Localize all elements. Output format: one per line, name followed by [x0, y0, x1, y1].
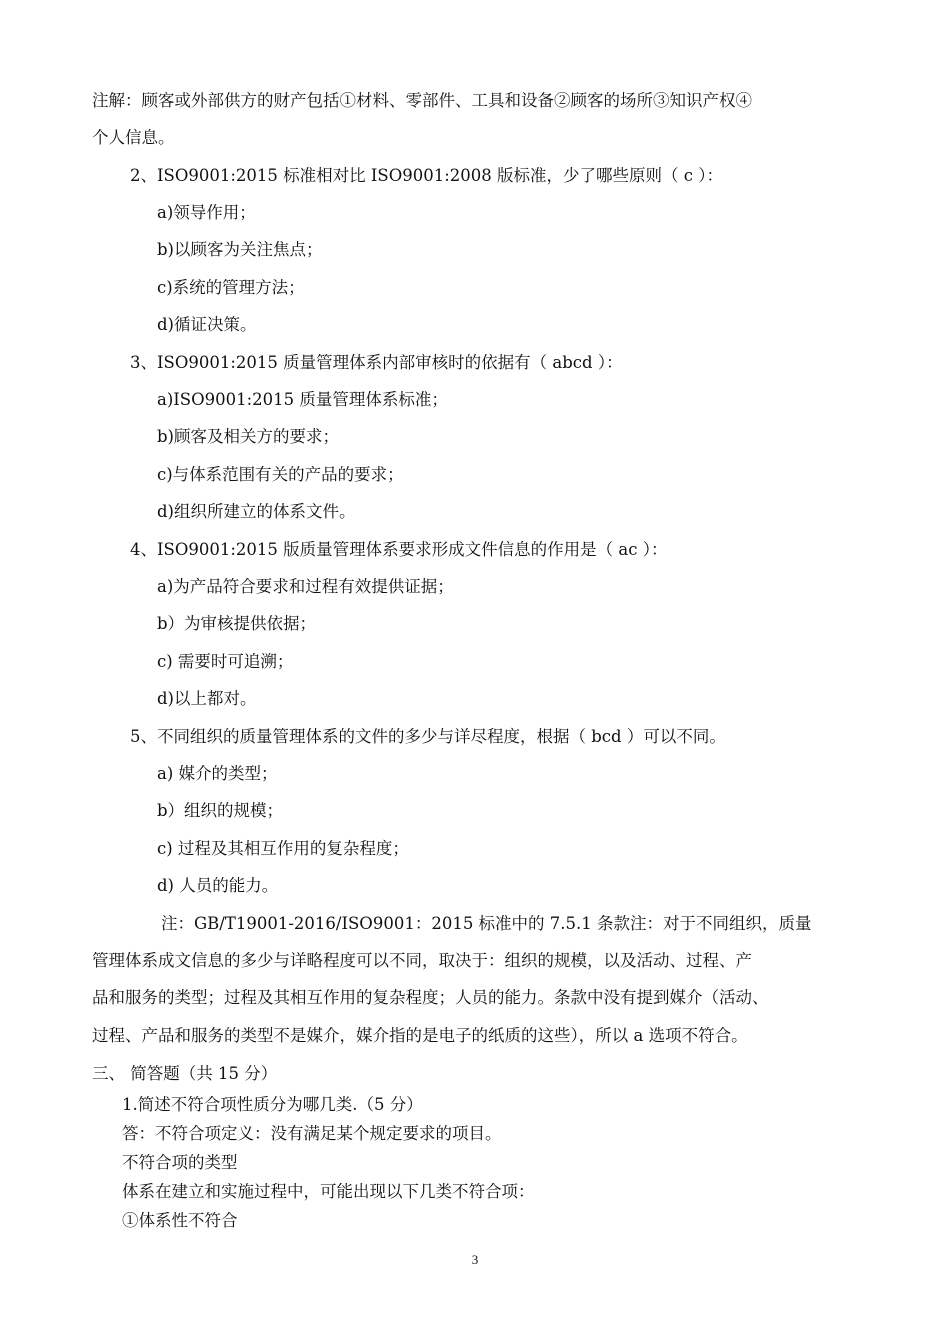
page-number: 3 — [471, 1252, 479, 1267]
note-line-2: 个人信息。 — [92, 128, 175, 147]
q4-option-c: c) 需要时可追溯； — [157, 652, 294, 671]
question-2: 2、ISO9001:2015 标准相对比 ISO9001:2008 版标准，少了哪些原则（ c ）： — [130, 166, 723, 185]
question-3: 3、ISO9001:2015 质量管理体系内部审核时的依据有（ abcd ）： — [130, 353, 623, 372]
q4-option-b: b）为审核提供依据； — [157, 614, 317, 633]
section-heading: 三、 简答题（共 15 分） — [92, 1064, 278, 1083]
answer-line-2: 不符合项的类型 — [122, 1153, 238, 1172]
q3-option-c: c)与体系范围有关的产品的要求； — [157, 465, 404, 484]
note-paragraph-line-4: 过程、产品和服务的类型不是媒介，媒介指的是电子的纸质的这些），所以 a 选项不符合。 — [92, 1026, 748, 1045]
answer-line-1: 答：不符合项定义：没有满足某个规定要求的项目。 — [122, 1124, 502, 1143]
q3-option-b: b)顾客及相关方的要求； — [157, 427, 339, 446]
note-paragraph-line-3: 品和服务的类型；过程及其相互作用的复杂程度；人员的能力。条款中没有提到媒介（活动、 — [92, 988, 769, 1007]
q5-option-d: d) 人员的能力。 — [157, 876, 279, 895]
note-paragraph-line-1: 注：GB/T19001-2016/ISO9001：2015 标准中的 7.5.1 条款注：对于不同组织，质量 — [161, 914, 812, 933]
question-5: 5、不同组织的质量管理体系的文件的多少与详尽程度，根据（ bcd ）可以不同。 — [130, 727, 726, 746]
q2-option-b: b)以顾客为关注焦点； — [157, 240, 323, 259]
q5-option-a: a) 媒介的类型； — [157, 764, 278, 783]
q4-option-d: d)以上都对。 — [157, 689, 257, 708]
note-line-1: 注解：顾客或外部供方的财产包括①材料、零部件、工具和设备②顾客的场所③知识产权④ — [92, 91, 752, 110]
q2-option-a: a)领导作用； — [157, 203, 256, 222]
q3-option-a: a)ISO9001:2015 质量管理体系标准； — [157, 390, 448, 409]
q5-option-b: b）组织的规模； — [157, 801, 284, 820]
q3-option-d: d)组织所建立的体系文件。 — [157, 502, 356, 521]
q5-option-c: c) 过程及其相互作用的复杂程度； — [157, 839, 409, 858]
q2-option-d: d)循证决策。 — [157, 315, 257, 334]
short-question-1: 1.简述不符合项性质分为哪几类.（5 分） — [122, 1095, 423, 1114]
answer-line-4: ①体系性不符合 — [122, 1211, 238, 1230]
note-paragraph-line-2: 管理体系成文信息的多少与详略程度可以不同，取决于：组织的规模，以及活动、过程、产 — [92, 951, 752, 970]
question-4: 4、ISO9001:2015 版质量管理体系要求形成文件信息的作用是（ ac ）： — [130, 540, 668, 559]
answer-line-3: 体系在建立和实施过程中，可能出现以下几类不符合项： — [122, 1182, 535, 1201]
q2-option-c: c)系统的管理方法； — [157, 278, 305, 297]
q4-option-a: a)为产品符合要求和过程有效提供证据； — [157, 577, 454, 596]
